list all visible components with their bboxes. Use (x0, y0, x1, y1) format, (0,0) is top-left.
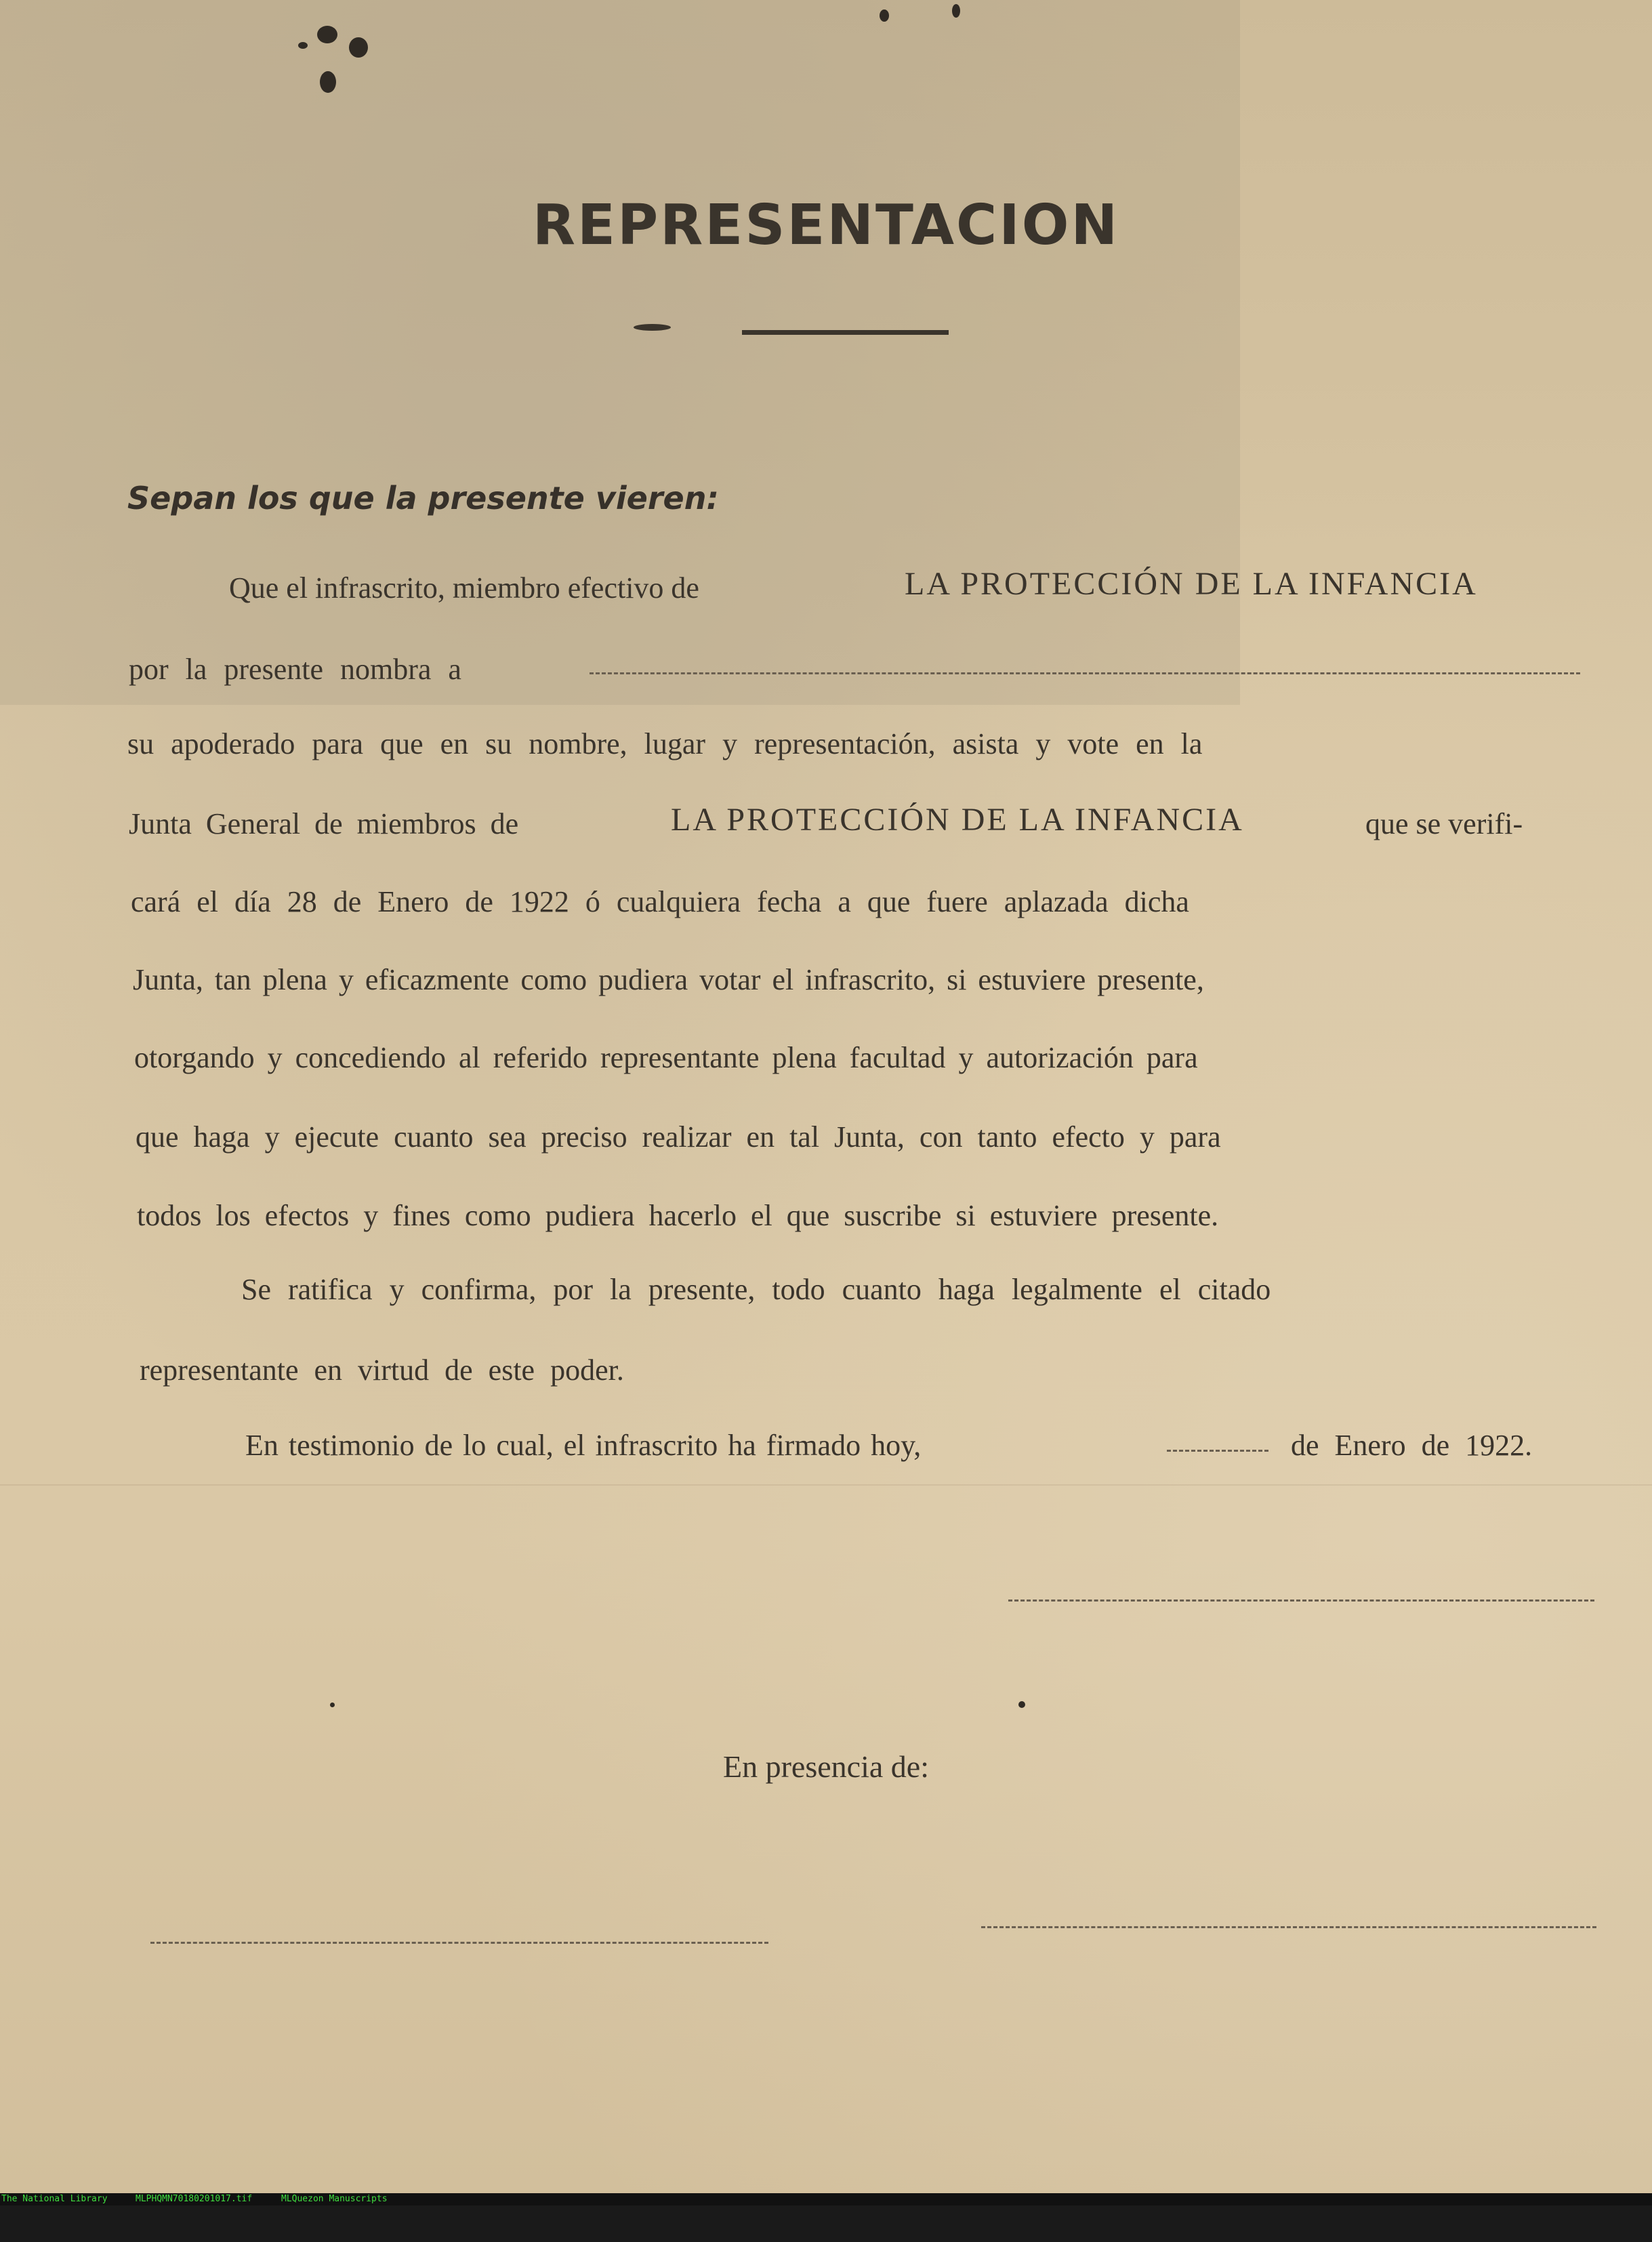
body-text: otorgando y concediendo al referido representante plena facultad y autorización para (134, 1041, 1198, 1074)
body-text: que haga y ejecute cuanto sea preciso realizar en tal Junta, con tanto efecto y para (136, 1120, 1221, 1154)
ink-spot (317, 26, 337, 43)
ink-spot (298, 42, 308, 49)
salutation: Sepan los que la presente vieren: (127, 480, 719, 516)
signature-line[interactable] (1008, 1599, 1594, 1602)
body-text: todos los efectos y fines como pudiera hacerlo el que suscribe si estuviere presente. (137, 1199, 1219, 1232)
representative-name-blank[interactable] (590, 672, 1580, 674)
ink-spot (952, 4, 960, 18)
paper-fold (0, 1484, 1652, 1486)
body-text: Junta, tan plena y eficazmente como pudiera votar el infrascrito, si estuviere presente, (133, 963, 1204, 996)
scan-footer (0, 2193, 1652, 2205)
document-title: REPRESENTACION (532, 193, 1120, 258)
body-text: que se verifi- (1365, 807, 1523, 840)
footer-collection: MLQuezon Manuscripts (281, 2194, 388, 2204)
body-text: Que el infrascrito, miembro efectivo de (229, 571, 699, 605)
ink-spot (330, 1703, 335, 1707)
body-text: de Enero de 1922. (1291, 1429, 1533, 1462)
body-line (0, 1120, 1652, 1174)
witness-signature-line-left[interactable] (150, 1942, 768, 1944)
organization-name: LA PROTECCIÓN DE LA INFANCIA (905, 566, 1478, 602)
body-line (0, 1428, 1652, 1482)
body-line (0, 566, 1652, 625)
body-text: representante en virtud de este poder. (140, 1353, 624, 1387)
footer-library: The National Library (1, 2194, 108, 2204)
body-text: su apoderado para que en su nombre, lugar y representación, asista y vote en la (127, 727, 1203, 760)
body-text: cará el día 28 de Enero de 1922 ó cualquiera fecha a que fuere aplazada dicha (131, 885, 1189, 918)
body-text: Junta General de miembros de (129, 807, 519, 840)
body-line (0, 962, 1652, 1017)
body-line (0, 1353, 1652, 1407)
ink-spot (349, 37, 368, 58)
footer-filename: MLPHQMN70180201017.tif (136, 2194, 253, 2204)
witness-signature-line-right[interactable] (981, 1926, 1596, 1928)
body-line (0, 884, 1652, 939)
body-line (0, 802, 1652, 861)
title-ornament (634, 324, 671, 331)
title-underline (742, 330, 949, 335)
body-line (0, 727, 1652, 781)
witness-label: En presencia de: (723, 1749, 929, 1784)
body-text: En testimonio de lo cual, el infrascrito ha firmado hoy, (245, 1429, 922, 1462)
body-text: Se ratifica y confirma, por la presente, todo cuanto haga legalmente el citado (241, 1273, 1271, 1306)
body-line (0, 1272, 1652, 1326)
body-line (0, 1198, 1652, 1252)
body-line (0, 1040, 1652, 1095)
body-line (0, 652, 1652, 706)
body-text: por la presente nombra a (129, 653, 461, 686)
ink-spot (880, 9, 889, 22)
ink-spot (1018, 1701, 1025, 1708)
day-blank[interactable] (1167, 1450, 1268, 1452)
ink-spot (320, 71, 336, 93)
organization-name: LA PROTECCIÓN DE LA INFANCIA (671, 802, 1244, 838)
